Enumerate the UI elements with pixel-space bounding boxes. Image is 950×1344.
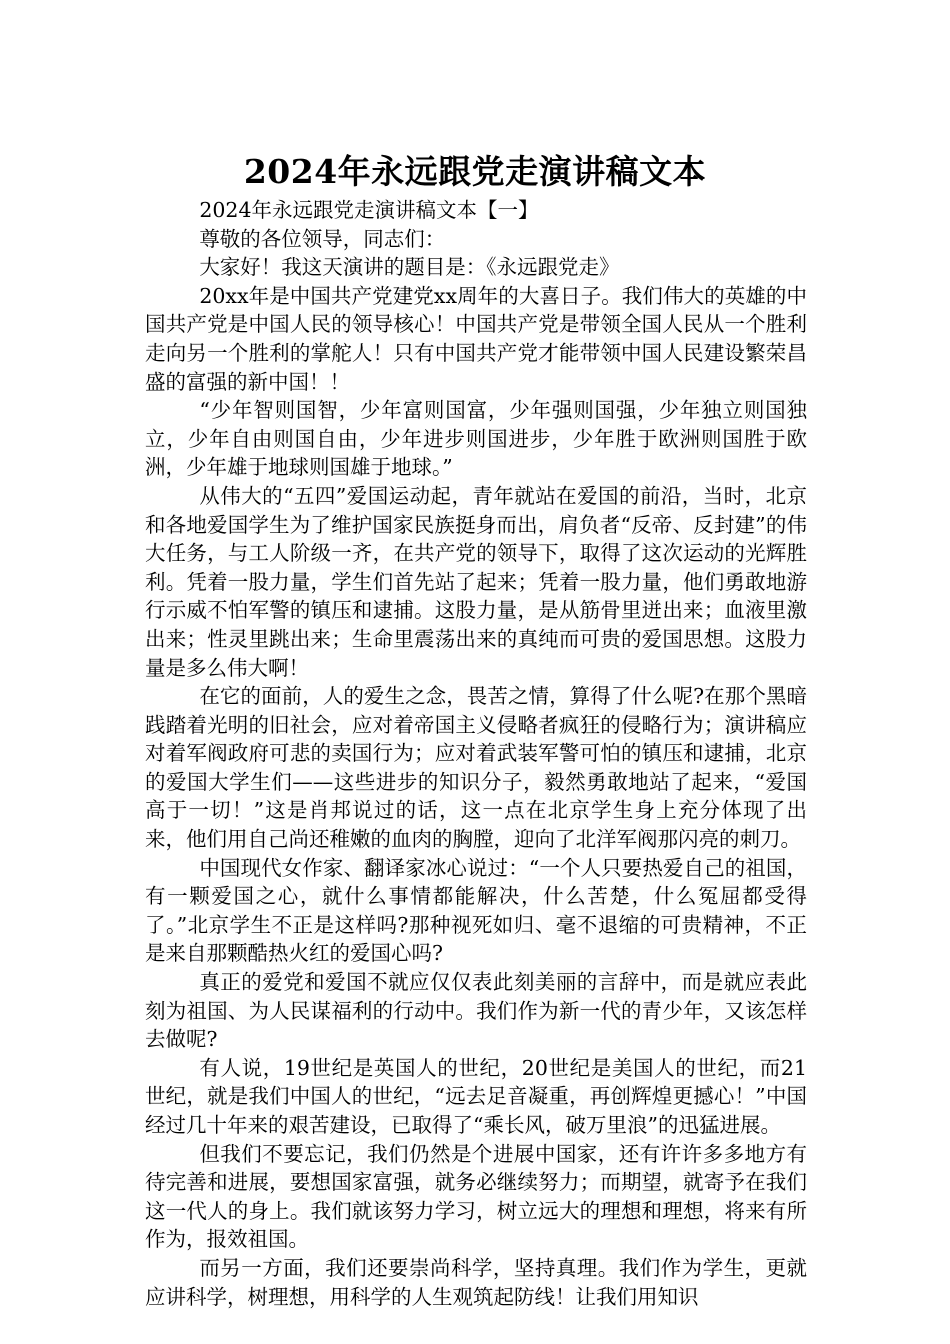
salutation: 尊敬的各位领导，同志们：	[199, 226, 446, 251]
document-body	[145, 196, 807, 1311]
body-paragraph: 从伟大的“五四”爱国运动起，青年就站在爱国的前沿，当时，北京和各地爱国学生为了维护国家民族挺身而出，肩负者“反帝、反封建”的伟大任务，与工人阶级一齐，在共产党的领导下，取得了这次运动的光辉胜利。凭着一股力量，学生们首先站了起来；凭着一股力量，他们勇敢地游行示威不怕军警的镇压和逮捕。这股力量，是从筋骨里迸出来；血液里激出来；性灵里跳出来；生命里震荡出来的真纯而可贵的爱国思想。这股力量是多么伟大啊！	[145, 483, 807, 680]
body-paragraph: 在它的面前，人的爱生之念，畏苦之情，算得了什么呢?在那个黑暗践踏着光明的旧社会，应对着帝国主义侵略者疯狂的侵略行为；演讲稿应对着军阀政府可悲的卖国行为；应对着武装军警可怕的镇压和逮捕，北京的爱国大学生们——这些进步的知识分子，毅然勇敢地站了起来，“爱国高于一切！”这是肖邦说过的话，这一点在北京学生身上充分体现了出来，他们用自己尚还稚嫩的血肉的胸膛，迎向了北洋军阀那闪亮的刺刀。	[145, 684, 807, 852]
body-paragraph: “少年智则国智，少年富则国富，少年强则国强，少年独立则国独立，少年自由则国自由，少年进步则国进步，少年胜于欧洲则国胜于欧洲，少年雄于地球则国雄于地球。”	[145, 398, 807, 480]
body-paragraph: 但我们不要忘记，我们仍然是个进展中国家，还有许许多多地方有待完善和进展，要想国家富强，就务必继续努力；而期望，就寄予在我们这一代人的身上。我们就该努力学习，树立远大的理想和理想，将来有所作为，报效祖国。	[145, 1141, 807, 1252]
body-paragraph: 而另一方面，我们还要崇尚科学，坚持真理。我们作为学生，更就应讲科学，树理想，用科学的人生观筑起防线！让我们用知识	[145, 1255, 807, 1309]
document-title: 2024年永远跟党走演讲稿文本	[243, 152, 707, 192]
section-heading: 2024年永远跟党走演讲稿文本【一】	[199, 198, 539, 222]
body-paragraph: 中国现代女作家、翻译家冰心说过：“一个人只要热爱自己的祖国，有一颗爱国之心，就什么事情都能解决，什么苦楚，什么冤屈都受得了。”北京学生不正是这样吗?那种视死如归、毫不退缩的可贵精神，不正是来自那颗酷热火红的爱国心吗?	[145, 855, 807, 966]
body-paragraph: 有人说，19世纪是英国人的世纪，20世纪是美国人的世纪，而21世纪，就是我们中国人的世纪，“远去足音凝重，再创辉煌更撼心！”中国经过几十年来的艰苦建设，已取得了“乘长风，破万里浪”的迅猛进展。	[145, 1055, 807, 1137]
greeting-line: 大家好！我这天演讲的题目是：《永远跟党走》	[199, 255, 620, 280]
body-paragraph: 20xx年是中国共产党建党xx周年的大喜日子。我们伟大的英雄的中国共产党是中国人民的领导核心！中国共产党是带领全国人民从一个胜利走向另一个胜利的掌舵人！只有中国共产党才能带领中国人民建设繁荣昌盛的富强的新中国！！	[145, 283, 807, 394]
body-paragraph: 真正的爱党和爱国不就应仅仅表此刻美丽的言辞中，而是就应表此刻为祖国、为人民谋福利的行动中。我们作为新一代的青少年，又该怎样去做呢?	[145, 970, 807, 1052]
